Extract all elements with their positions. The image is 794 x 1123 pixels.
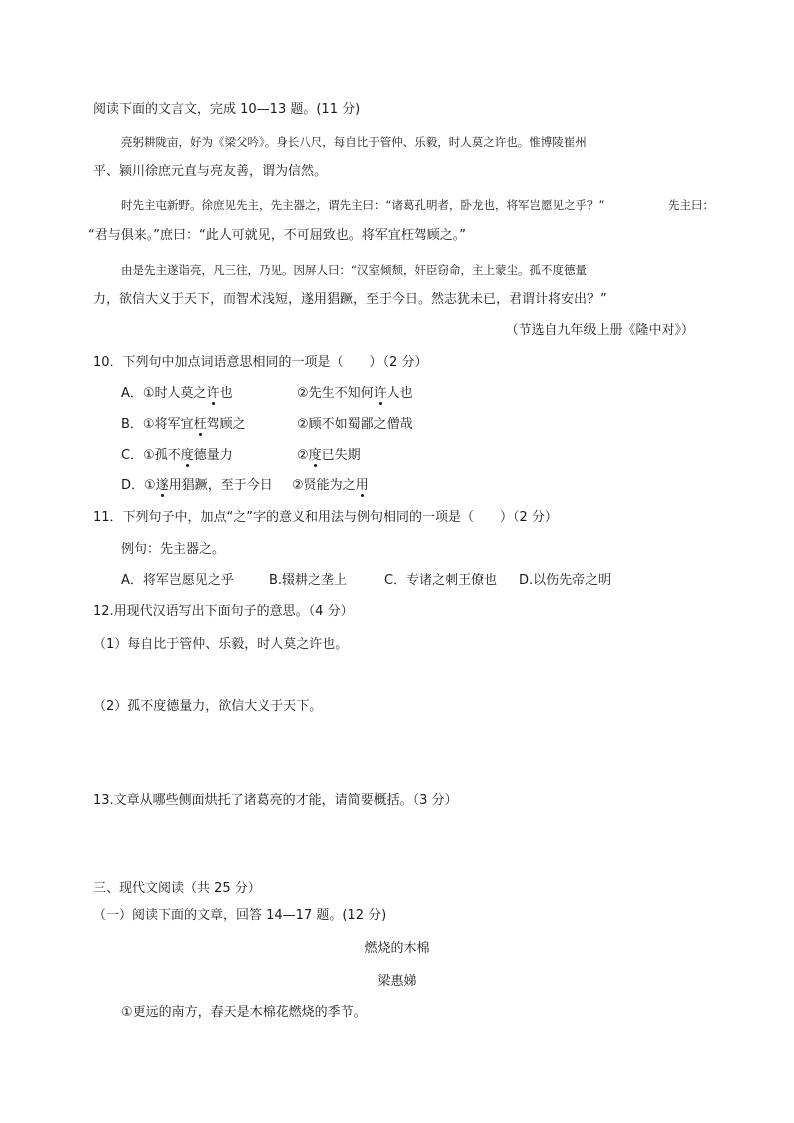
q10-option-c-left: C．①孤不度德量力 — [121, 448, 233, 463]
q10-option-d-left: D．①遂用猖蹶，至于今日 — [121, 478, 273, 493]
q10-option-a-right: ②先生不知何许人也 — [297, 386, 413, 401]
passage-p3-line2: 力，欲信大义于天下，而智术浅短，遂用猖蹶，至于今日。然志犹未已，君谓计将安出？” — [93, 292, 607, 307]
q10-option-c-right: ②度已失期 — [297, 448, 361, 463]
part3-heading: 三、现代文阅读（共 25 分） — [93, 881, 261, 896]
q10-option-b-left: B．①将军宜枉驾顾之 — [121, 417, 246, 432]
passage-p1-line2: 平、颍川徐庶元直与亮友善，谓为信然。 — [93, 164, 328, 179]
q10-option-b-right: ②顾不如蜀鄙之僧哉 — [297, 417, 413, 432]
passage-p2-line1-tail: 先主曰： — [668, 198, 714, 212]
q11-option-c: C．专诸之刺王僚也 — [384, 573, 498, 588]
article-title: 燃烧的木棉 — [364, 941, 430, 956]
passage-p2-line1: 时先主屯新野。徐庶见先主，先主器之，谓先主曰：“诸葛孔明者，卧龙也，将军岂愿见之乎？” — [121, 198, 605, 212]
section-intro: 阅读下面的文言文，完成 10—13 题。(11 分) — [93, 102, 361, 117]
q11-option-b: B.辍耕之垄上 — [269, 573, 348, 588]
q12-stem: 12.用现代汉语写出下面句子的意思。（4 分） — [93, 604, 354, 619]
passage-p2-line2: “君与俱来。”庶曰：“此人可就见，不可屈致也。将军宜枉驾顾之。” — [88, 228, 466, 243]
article-author: 梁惠娣 — [377, 974, 417, 989]
q12-sentence-1: （1）每自比于管仲、乐毅，时人莫之许也。 — [93, 637, 349, 652]
passage-p1-line1: 亮躬耕陇亩，好为《梁父吟》。身长八尺，每自比于管仲、乐毅，时人莫之许也。惟博陵崔州 — [121, 135, 587, 149]
passage-p3-line1: 由是先主遂诣亮，凡三往，乃见。因屏人曰：“汉室倾颓，奸臣窃命，主上蒙尘。孤不度德量 — [121, 263, 587, 277]
passage-source: （节选自九年级上册《隆中对》） — [505, 323, 694, 338]
q11-stem: 11．下列句子中，加点“之”字的意义和用法与例句相同的一项是（ ）（2 分） — [93, 510, 558, 525]
q10-option-d-right: ②贤能为之用 — [292, 478, 369, 493]
q10-stem: 10．下列句中加点词语意思相同的一项是（ ）（2 分） — [93, 355, 428, 370]
part3-subheading: （一）阅读下面的文章，回答 14—17 题。(12 分) — [93, 908, 387, 923]
q11-example: 例句：先主器之。 — [121, 542, 226, 557]
q12-sentence-2: （2）孤不度德量力，欲信大义于天下。 — [93, 699, 323, 714]
q11-option-d: D.以伤先帝之明 — [519, 573, 612, 588]
q13-stem: 13.文章从哪些侧面烘托了诸葛亮的才能，请简要概括。（3 分） — [93, 793, 458, 808]
q10-option-a-left: A．①时人莫之许也 — [121, 386, 233, 401]
article-paragraph-1: ①更远的南方，春天是木棉花燃烧的季节。 — [121, 1005, 367, 1020]
q11-option-a: A．将军岂愿见之乎 — [121, 573, 234, 588]
